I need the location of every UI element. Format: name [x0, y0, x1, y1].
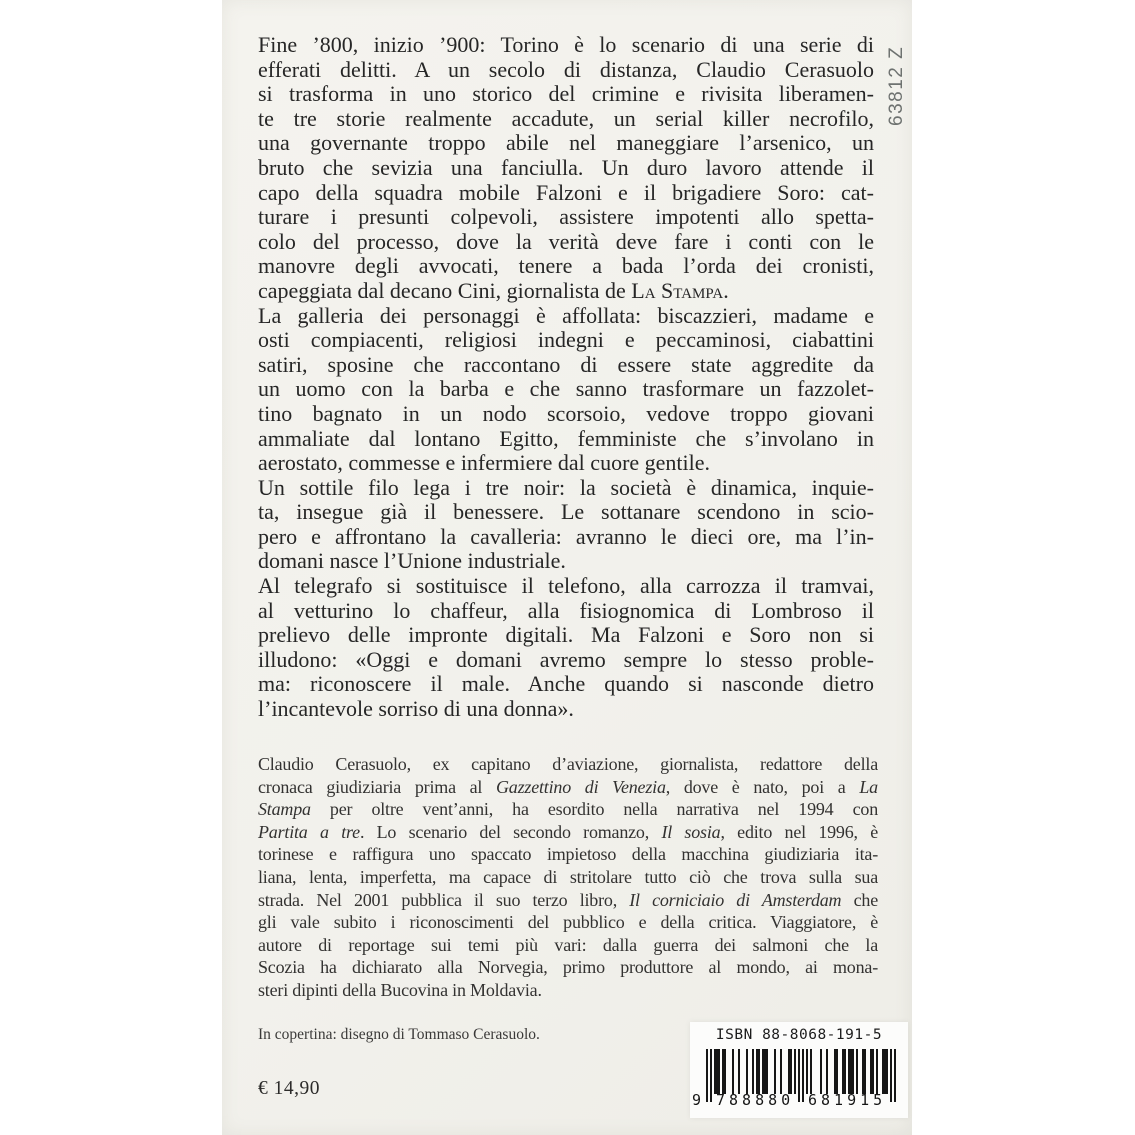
- isbn-number: ISBN 88-8068-191-5: [715, 1027, 883, 1043]
- blurb-section: [258, 33, 874, 722]
- blurb-line: colo del processo, dove la verità deve fare i conti con le: [258, 228, 874, 254]
- bio-line: cronaca giudiziaria prima al Gazzettino di Venezia, dove è nato, poi a La: [258, 776, 878, 797]
- blurb-line: Al telegrafo si sostituisce il telefono, alla carrozza il tramvai,: [258, 573, 874, 599]
- bio-line: autore di reportage sui temi più vari: dalla guerra dei salmoni che la: [258, 934, 878, 955]
- blurb-line: capo della squadra mobile Falzoni e il brigadiere Soro: cat-: [258, 179, 874, 205]
- bio-line: gli vale subito i riconoscimenti del pubblico e della critica. Viaggiatore, è: [258, 912, 878, 933]
- spine-code: 63812 Z: [886, 45, 907, 126]
- blurb-line: bruto che sevizia una fanciulla. Un duro lavoro attende il: [258, 154, 874, 180]
- barcode-digit-left: 9: [692, 1091, 702, 1109]
- blurb-line: l’incantevole sorriso di una donna».: [258, 696, 574, 722]
- blurb-line: ta, insegue già il benessere. Le sottanare scendono in scio-: [258, 499, 874, 525]
- blurb-line: un uomo con la barba e che sanno trasformare un fazzolet-: [258, 376, 874, 402]
- bio-line: steri dipinti della Bucovina in Moldavia.: [258, 979, 542, 1000]
- blurb-line: ammaliate dal lontano Egitto, femministe che s’involano in: [258, 425, 874, 451]
- blurb-line: Fine ’800, inizio ’900: Torino è lo scenario di una serie di: [258, 32, 874, 57]
- blurb-line: manovre degli avvocati, tenere a bada l’orda dei cronisti,: [258, 253, 874, 279]
- bio-line: liana, lenta, imperfetta, ma capace di stritolare tutto ciò che trova sulla sua: [258, 866, 878, 887]
- blurb-line: tino bagnato in un nodo scorsoio, vedove troppo giovani: [258, 400, 874, 426]
- bio-line: torinese e raffigura uno spaccato impietoso della macchina giudiziaria ita-: [258, 844, 878, 865]
- blurb-line: La galleria dei personaggi è affollata: biscazzieri, madame e: [258, 302, 874, 328]
- blurb-line: pero e affrontano la cavalleria: avranno le dieci ore, ma l’in-: [258, 523, 874, 549]
- barcode-digits-group2: 681915: [808, 1091, 887, 1109]
- blurb-line: si trasforma in uno storico del crimine e rivisita liberamen-: [258, 81, 874, 107]
- cover-credit-line: In copertina: disegno di Tommaso Cerasuolo.: [258, 1026, 540, 1043]
- bio-line: Partita a tre. Lo scenario del secondo romanzo, Il sosia, edito nel 1996, è: [258, 821, 879, 842]
- author-bio-section: [258, 753, 878, 1002]
- book-back-cover: [222, 0, 912, 1135]
- blurb-line: satiri, sposine che raccontano di essere state aggredite da: [258, 351, 874, 377]
- blurb-line: efferati delitti. A un secolo di distanza, Claudio Cerasuolo: [258, 56, 874, 82]
- blurb-line: osti compiacenti, religiosi indegni e peccaminosi, ciabattini: [258, 327, 874, 353]
- blurb-line: una governante troppo abile nel maneggiare l’arsenico, un: [258, 130, 874, 156]
- blurb-line: domani nasce l’Unione industriale.: [258, 548, 566, 574]
- blurb-line: aerostato, commesse e infermiere dal cuore gentile.: [258, 450, 711, 476]
- blurb-line: turare i presunti colpevoli, assistere impotenti allo spetta-: [258, 204, 874, 230]
- blurb-line: capeggiata dal decano Cini, giornalista de La Stampa.: [258, 277, 729, 303]
- bio-line: strada. Nel 2001 pubblica il suo terzo libro, Il corniciaio di Amsterdam che: [258, 889, 878, 910]
- blurb-line: illudono: «Oggi e domani avremo sempre lo stesso proble-: [258, 646, 874, 672]
- bio-line: Stampa per oltre vent’anni, ha esordito nella narrativa nel 1994 con: [258, 799, 878, 820]
- bio-line: Claudio Cerasuolo, ex capitano d’aviazione, giornalista, redattore della: [258, 754, 878, 774]
- price-label: € 14,90: [258, 1078, 320, 1099]
- isbn-barcode-label: [690, 1022, 908, 1118]
- blurb-line: prelievo delle impronte digitali. Ma Falzoni e Soro non si: [258, 622, 874, 648]
- blurb-line: al vetturino lo chaffeur, alla fisiognomica di Lombroso il: [258, 597, 874, 623]
- bio-line: Scozia ha dichiarato alla Norvegia, primo produttore al mondo, ai mona-: [258, 957, 878, 978]
- blurb-line: Un sottile filo lega i tre noir: la società è dinamica, inquie-: [258, 474, 874, 500]
- blurb-line: te tre storie realmente accadute, un serial killer necrofilo,: [258, 105, 874, 131]
- blurb-line: ma: riconoscere il male. Anche quando si nasconde dietro: [258, 671, 874, 697]
- barcode-digits-group1: 788880: [716, 1091, 795, 1109]
- barcode-bar: [894, 1049, 896, 1102]
